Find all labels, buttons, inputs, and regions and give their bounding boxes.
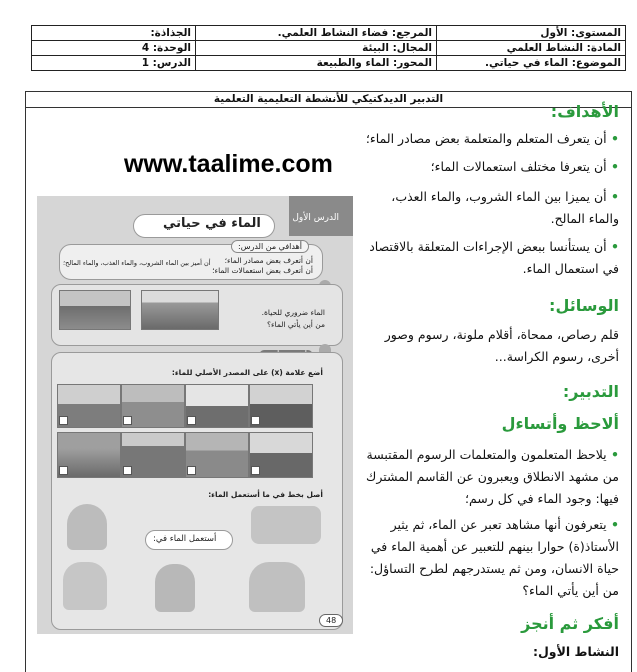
objective-item: • أن يميزا بين الماء الشروب، والماء العذب، والماء المالح. — [391, 189, 619, 226]
child-teapot-illustration — [155, 564, 195, 612]
means-heading: الوسائل: — [549, 296, 619, 315]
child-drinking-illustration — [67, 504, 107, 550]
answer-checkbox[interactable] — [251, 466, 260, 475]
observe-item: • يتعرفون أنها مشاهد تعبر عن الماء، ثم يثير الأستاذ(ة) حوارا بينهم للتعبير عن أهمية الماء في حياة الانسان، ومن ثم يستدرجهم لطرح التساؤل: من أين يأتي الماء؟ — [369, 517, 619, 598]
textbook-page-image — [37, 196, 353, 634]
book-objective-text: أن أميز بين الماء الشروب، والماء العذب، والماء المالح؛ — [63, 259, 211, 267]
book-title: الماء في حياتي — [163, 216, 261, 231]
answer-checkbox[interactable] — [187, 416, 196, 425]
book-objectives-label: أهدافي من الدرس: — [231, 240, 309, 253]
header-domain: المجال: البيئة — [196, 41, 437, 56]
means-text: قلم رصاص، ممحاة، أقلام ملونة، رسوم وصور أخرى، رسوم الكراسة... — [384, 327, 619, 364]
objectives-heading: الأهداف: — [550, 102, 619, 121]
header-level: المستوى: الأول — [437, 26, 626, 41]
observe-item: • يلاحظ المتعلمون والمتعلمات الرسوم المقتبسة من مشهد الانطلاق ويعبرون عن القاسم المشترك فيها: وجود الماء في كل رسم؛ — [366, 447, 619, 506]
header-lesson: الدرس: 1 — [32, 56, 196, 71]
header-unit: الوحدة: 4 — [32, 41, 196, 56]
objective-item: • أن يتعرف المتعلم والمتعلمة بعض مصادر الماء؛ — [365, 131, 619, 146]
objective-item: • أن يستأنسا ببعض الإجراءات المتعلقة بالاقتصاد في استعمال الماء. — [369, 239, 619, 276]
header-novelty: الجذاذة: — [32, 26, 196, 41]
watermark: www.taalime.com — [124, 150, 333, 178]
river-photo — [141, 290, 219, 330]
header-table — [31, 25, 626, 71]
header-subject: المادة: النشاط العلمي — [437, 41, 626, 56]
answer-checkbox[interactable] — [251, 416, 260, 425]
observe-heading: ألاحظ وأتساءل — [501, 414, 619, 433]
answer-checkbox[interactable] — [123, 466, 132, 475]
book-observe-text: الماء ضروري للحياة. — [261, 308, 325, 317]
book-use-label: أستعمل الماء في: — [153, 534, 217, 544]
header-topic: الموضوع: الماء في حياتي. — [437, 56, 626, 71]
header-axis: المحور: الماء والطبيعة — [196, 56, 437, 71]
book-page-number: 48 — [319, 614, 343, 627]
frame-title: التدبير الديدكتيكي للأنشطة التعليمية التعلمية — [26, 92, 631, 108]
book-observe-text: من أين يأتي الماء؟ — [267, 320, 325, 329]
objective-item: • أن يتعرفا مختلف استعمالات الماء؛ — [430, 159, 619, 174]
mountain-photo — [59, 290, 131, 330]
book-objective-text: أن أتعرف بعض مصادر الماء؛ — [224, 256, 313, 265]
answer-checkbox[interactable] — [187, 466, 196, 475]
header-reference: المرجع: فضاء النشاط العلمي. — [196, 26, 437, 41]
answer-checkbox[interactable] — [123, 416, 132, 425]
answer-checkbox[interactable] — [59, 466, 68, 475]
book-task-1: أضع علامة (x) على المصدر الأصلي للماء: — [171, 368, 323, 377]
management-heading: التدبير: — [562, 382, 619, 401]
book-task-2: أصل بخط في ما أستعمل الماء: — [208, 490, 323, 499]
think-heading: أفكر ثم أنجز — [521, 614, 619, 633]
child-shower-illustration — [63, 562, 107, 610]
book-lesson-tab: الدرس الأول — [292, 213, 339, 223]
child-watering-illustration — [249, 562, 305, 612]
first-activity-label: النشاط الأول: — [532, 644, 619, 659]
book-objective-text: أن أتعرف بعض استعمالات الماء؛ — [212, 266, 313, 275]
child-bathing-illustration — [251, 506, 321, 544]
answer-checkbox[interactable] — [59, 416, 68, 425]
